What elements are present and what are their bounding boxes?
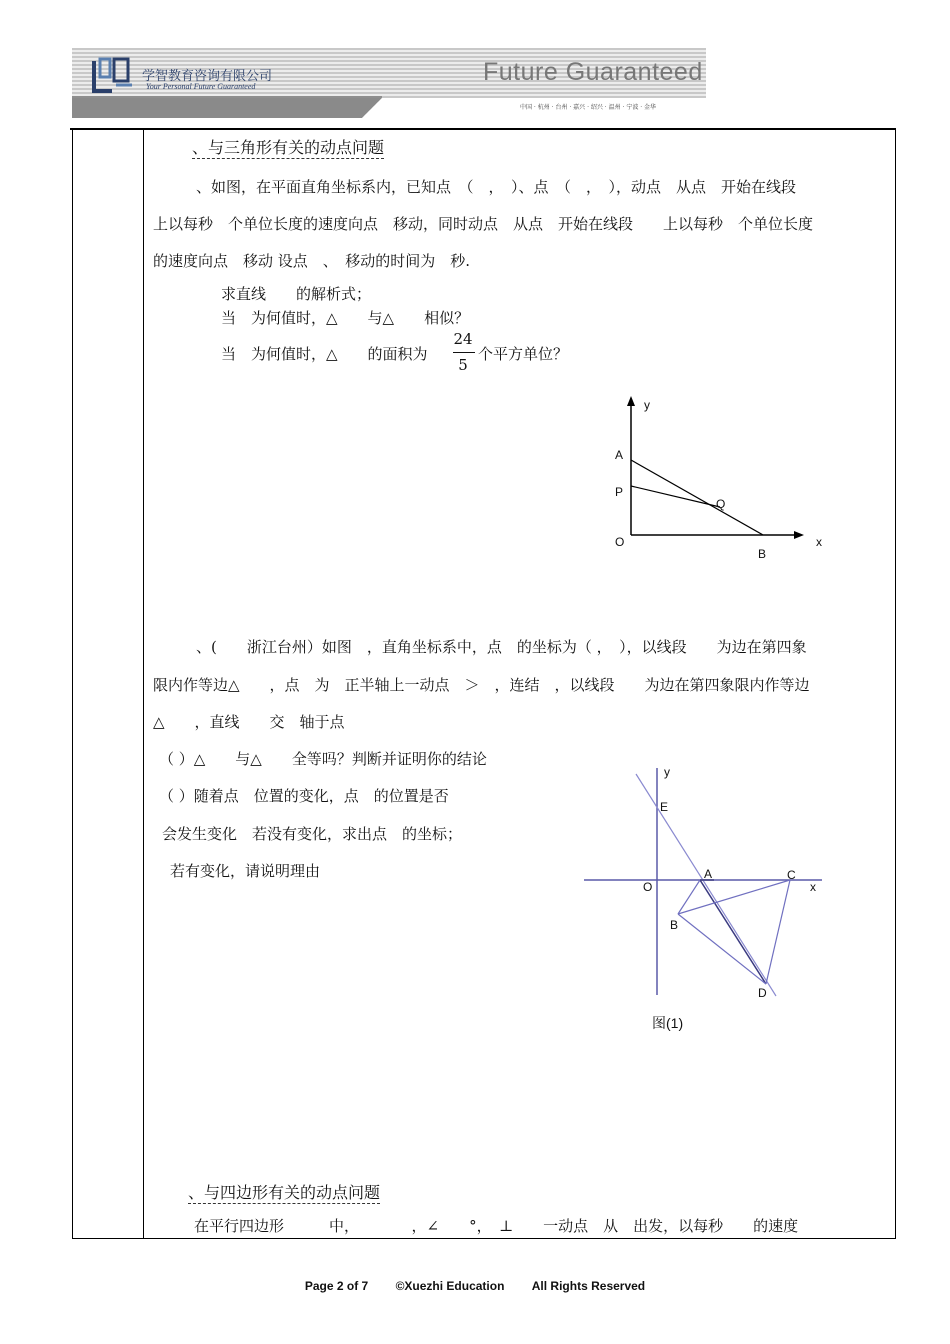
brand-name-en: Your Personal Future Guaranteed (146, 82, 256, 91)
problem1-question1: 求直线 的解析式； (221, 285, 372, 303)
fig2-label-y: y (664, 765, 670, 779)
problem2-text-line2: 限内作等边△ ，点 为 正半轴上一动点 ＞ ，连结 ，以线段 为边在第四象限内作等边 (153, 676, 810, 694)
problem1-question2: 当 为何值时，△ 与△ 相似？ (221, 309, 470, 327)
fig1-segment-AB (631, 460, 763, 535)
problem2-text-line3: △ ，直线 交 轴于点 (153, 713, 345, 731)
section-heading-quadrilateral: 、与四边形有关的动点问题 (188, 1183, 381, 1202)
problem1-text-line1: 、如图，在平面直角坐标系内，已知点 （ ， ）、点 （ ， ），动点 从点 开始在线段 (196, 178, 797, 196)
fig1-label-B: B (758, 547, 767, 561)
fig1-label-A: A (615, 448, 624, 462)
table-bottom-border (72, 1238, 896, 1239)
fig1-label-Q: Q (716, 497, 726, 511)
fig1-y-arrow (627, 396, 635, 406)
fig2-label-A: A (704, 867, 713, 881)
problem1-question3-pre: 当 为何值时，△ 的面积为 (221, 345, 428, 363)
table-column-divider (143, 128, 144, 1239)
fig2-label-D: D (758, 986, 767, 1000)
problem2-question2-line1: （ ）随着点 位置的变化，点 的位置是否 (159, 787, 449, 805)
fig2-label-B: B (670, 918, 679, 932)
fig1-label-x: x (816, 535, 822, 549)
problem2-text-line1: 、( 浙江台州）如图 ，直角坐标系中，点 的坐标为（ ， ），以线段 为边在第四象 (196, 638, 807, 656)
problem1-text-line2: 上以每秒 个单位长度的速度向点 移动，同时动点 从点 开始在线段 上以每秒 个单位长度 (153, 215, 814, 233)
problem1-text-line3: 的速度向点 移动 设点 、 移动的时间为 秒. (153, 252, 471, 270)
city-list: 中国 · 杭州 · 台州 · 嘉兴 · 绍兴 · 温州 · 宁波 · 金华 (520, 104, 657, 111)
problem2-question1: （ ）△ 与△ 全等吗？判断并证明你的结论 (159, 750, 487, 768)
fig2-label-C: C (787, 868, 796, 882)
footer-copyright: ©Xuezhi Education (395, 1279, 505, 1293)
figure2-equilateral-diagram (580, 760, 830, 1005)
logo-icon (90, 55, 136, 95)
fig2-segment-BD (678, 914, 766, 984)
figure1-coordinate-diagram (600, 390, 840, 570)
slogan: Future Guaranteed (483, 58, 703, 86)
footer-page-number: Page 2 of 7 (304, 1279, 369, 1293)
problem3-text-line1: 在平行四边形 中， ，∠ °， ⊥ 一动点 从 出发，以每秒 的速度 (194, 1217, 799, 1235)
table-top-border (70, 128, 896, 130)
problem2-question2-line3: 若有变化，请说明理由 (170, 862, 321, 880)
fig1-label-O: O (615, 535, 625, 549)
fig2-segment-CD (766, 880, 790, 984)
problem2-question2-line2: 会发生变化 若没有变化，求出点 的坐标； (162, 825, 463, 843)
fig1-label-P: P (615, 485, 624, 499)
footer-rights: All Rights Reserved (531, 1279, 646, 1293)
fig1-label-y: y (644, 398, 650, 412)
section-heading-triangle: 、与三角形有关的动点问题 (192, 138, 385, 157)
fig1-x-arrow (794, 531, 804, 539)
table-left-border (72, 128, 73, 1239)
fig2-label-x: x (810, 880, 816, 894)
table-right-border (895, 128, 896, 1239)
fig2-label-E: E (660, 800, 669, 814)
fig1-segment-PQ (631, 486, 720, 507)
figure2-caption: 图(1) (652, 1015, 684, 1031)
fraction-numerator: 24 (453, 330, 473, 348)
page-footer (0, 1279, 950, 1293)
fig2-label-O: O (643, 880, 653, 894)
problem1-question3-post: 个平方单位？ (478, 345, 569, 363)
fraction-denominator: 5 (458, 356, 468, 374)
fraction-bar (453, 352, 475, 353)
fig2-segment-AD (700, 880, 766, 984)
fig2-segment-BC (678, 880, 790, 914)
header-banner (72, 48, 706, 118)
brand-name-cn: 学智教育咨询有限公司 (142, 69, 273, 84)
